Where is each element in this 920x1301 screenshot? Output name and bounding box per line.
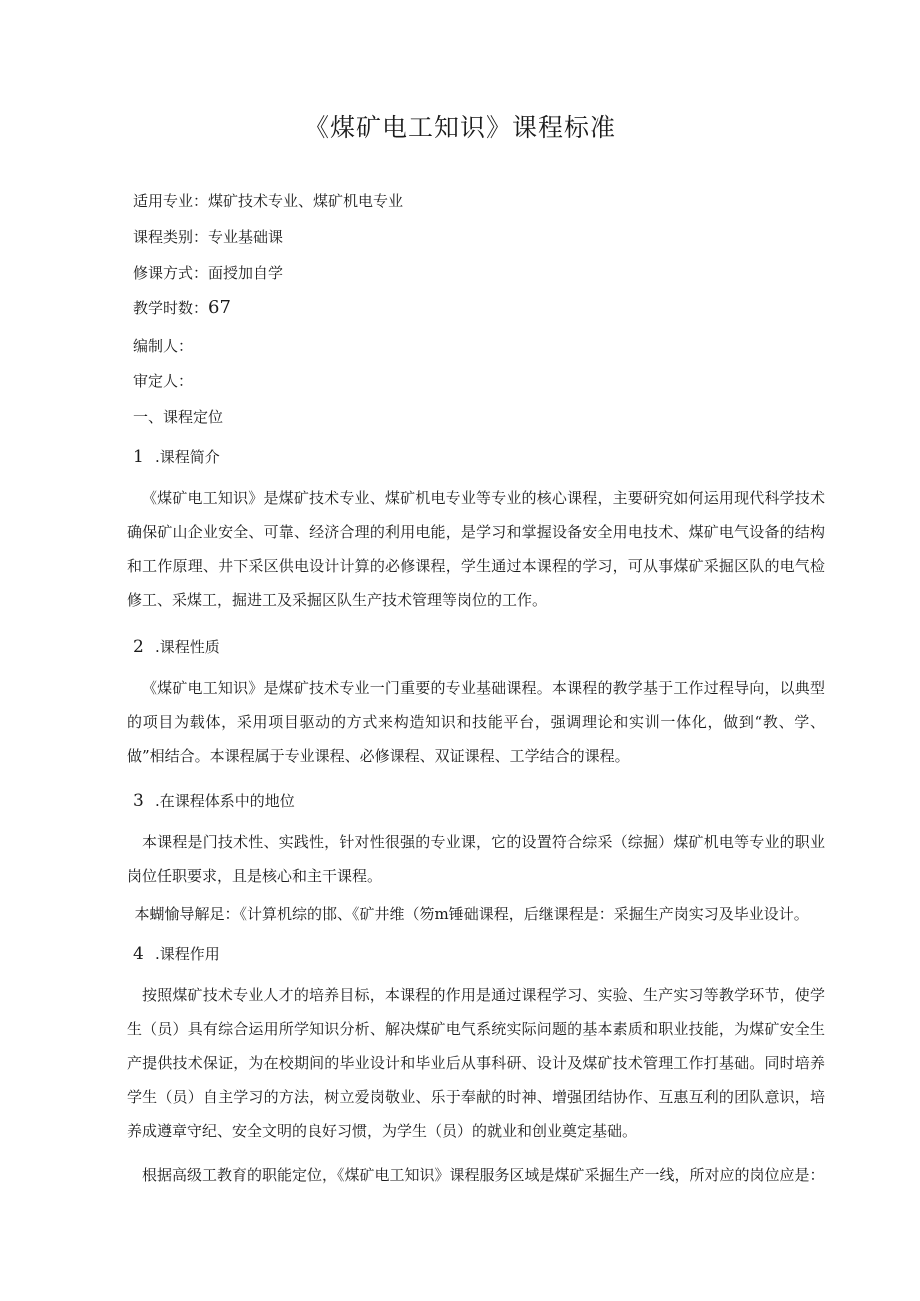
- subheading-intro: [133, 446, 220, 467]
- meta-mode-label: 修课方式：: [133, 264, 209, 282]
- subheading-role-number: 4: [133, 944, 144, 964]
- paragraph-prerequisites: 本蝴愉导解足：《计算机综的邯、《矿井维（笏m锤础课程，后继课程是：采掘生产岗实习及毕业设计。: [134, 905, 809, 923]
- subheading-nature-title: .课程性质: [155, 638, 220, 656]
- paragraph-position: 本课程是门技术性、实践性，针对性很强的专业课，它的设置符合综采（综掘）煤矿机电等专业的职业岗位任职要求，且是核心和主干课程。: [127, 833, 825, 885]
- subheading-intro-number: 1: [133, 447, 144, 467]
- meta-category-value: 专业基础课: [208, 228, 284, 246]
- meta-hours: [133, 297, 231, 318]
- subheading-nature: [133, 636, 220, 657]
- subheading-position-title: .在课程体系中的地位: [155, 792, 295, 810]
- meta-category: [133, 226, 283, 247]
- subheading-intro-title: .课程简介: [155, 448, 220, 466]
- subheading-role-title: .课程作用: [155, 945, 220, 963]
- subheading-position: [133, 790, 295, 811]
- meta-major-label: 适用专业：: [133, 192, 209, 210]
- document-title: 《煤矿电工知识》课程标准: [303, 113, 616, 142]
- meta-reviewer-label: 审定人：: [133, 372, 194, 390]
- subheading-role: [133, 943, 220, 964]
- meta-reviewer: [133, 370, 193, 391]
- meta-major: [133, 190, 403, 211]
- meta-hours-label: 教学时数：: [133, 299, 209, 317]
- paragraph-nature: 《煤矿电工知识》是煤矿技术专业一门重要的专业基础课程。本课程的教学基于工作过程导向，以典型的项目为载体，采用项目驱动的方式来构造知识和技能平台，强调理论和实训一体化，做到“教、学、做”相结合。本课程属于专业课程、必修课程、双证课程、工学结合的课程。: [127, 679, 825, 765]
- paragraph-intro: 《煤矿电工知识》是煤矿技术专业、煤矿机电专业等专业的核心课程，主要研究如何运用现代科学技术确保矿山企业安全、可靠、经济合理的利用电能，是学习和掌握设备安全用电技术、煤矿电气设备的结构和工作原理、井下采区供电设计计算的必修课程，学生通过本课程的学习，可从事煤矿采掘区队的电气检修工、采煤工，掘进工及采掘区队生产技术管理等岗位的工作。: [127, 489, 825, 609]
- meta-mode: [133, 262, 283, 283]
- meta-major-value: 煤矿技术专业、煤矿机电专业: [208, 192, 404, 210]
- subheading-position-number: 3: [133, 791, 144, 811]
- meta-author: [133, 335, 193, 356]
- meta-mode-value: 面授加自学: [208, 264, 284, 282]
- section-heading-positioning: 一、课程定位: [133, 408, 224, 426]
- meta-category-label: 课程类别：: [133, 228, 209, 246]
- meta-hours-value: 67: [208, 297, 231, 318]
- paragraph-service-area: 根据高级工教育的职能定位，《煤矿电工知识》课程服务区域是煤矿采掘生产一线，所对应的岗位应是：: [142, 1166, 825, 1184]
- paragraph-role: 按照煤矿技术专业人才的培养目标，本课程的作用是通过课程学习、实验、生产实习等教学环节，使学生（员）具有综合运用所学知识分析、解决煤矿电气系统实际问题的基本素质和职业技能，为煤矿安全生产提供技术保证，为在校期间的毕业设计和毕业后从事科研、设计及煤矿技术管理工作打基础。同时培养学生（员）自主学习的方法，树立爱岗敬业、乐于奉献的时神、增强团结协作、互惠互利的团队意识，培养成遵章守纪、安全文明的良好习惯，为学生（员）的就业和创业奠定基础。: [127, 986, 825, 1140]
- meta-author-label: 编制人：: [133, 337, 194, 355]
- subheading-nature-number: 2: [133, 637, 144, 657]
